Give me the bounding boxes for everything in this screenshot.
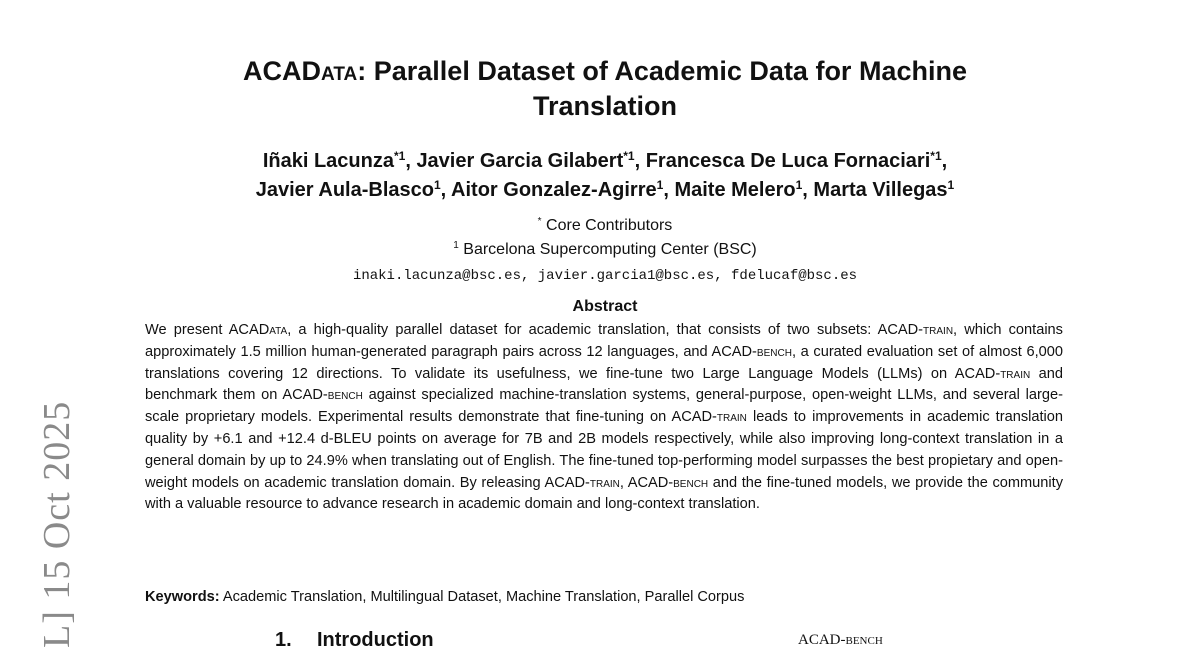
author-name: Francesca De Luca Fornaciari — [645, 150, 931, 172]
core-text: Core Contributors — [546, 217, 673, 234]
section-heading — [275, 626, 434, 654]
author-list: Iñaki Lacunza$^{*1}$, Javier Garcia Gilabert$^{*1}$, Francesca De Luca Fornaciari$^{*1}$, Javier Aula-Blasco$^1$, Aitor Gonzalez-Agirre$^1$, Maite Melero$^1$, Marta Villegas$^1$ — [255, 149, 955, 201]
abstract-smallcaps: bench — [673, 474, 709, 491]
keywords — [145, 587, 1063, 607]
author-name: Maite Melero — [674, 179, 796, 201]
abstract-heading: Abstract — [572, 298, 638, 315]
core-mark: * — [537, 216, 542, 227]
abstract-text: , a curated evaluation set of almost 6,000 translations covering 12 directions. To validate its usefulness, we fine-tune two Large Language Models (LLMs) on ACAD- — [145, 343, 1063, 382]
paper-title — [160, 54, 1050, 124]
author-mark: 1 — [947, 178, 955, 192]
abstract-smallcaps: bench — [327, 387, 363, 404]
bsc-text: Barcelona Supercomputing Center (BSC) — [463, 241, 757, 258]
abstract-text: , which contains approximately 1.5 million human-generated paragraph pairs across 12 languages, and ACAD- — [145, 322, 1063, 360]
title-name-smallcaps: ata — [321, 56, 358, 86]
section-number: 1. — [275, 629, 292, 651]
author-mark: 1 — [795, 178, 803, 192]
title-name: ACAD — [243, 56, 322, 86]
abstract-text: We present ACAD — [145, 322, 270, 338]
abstract-smallcaps: ata — [269, 322, 288, 338]
author-name: Iñaki Lacunza — [262, 150, 394, 172]
author-name: Aitor Gonzalez-Agirre — [451, 179, 657, 201]
author-name: Marta Villegas — [813, 179, 948, 201]
abstract-text: against specialized machine-translation systems, general-purpose, open-weight LLMs, and several large-scale proprietary models. Experimental results demonstrate that fine-tuning on ACAD- — [145, 387, 1063, 426]
author-mark: 1 — [656, 178, 664, 192]
fragment-main: ACAD- — [798, 632, 846, 648]
arxiv-stamp: L] 15 Oct 2025 — [36, 400, 78, 648]
abstract-text: and the fine-tuned models, we provide the community with a valuable resource to advance research in academic domain and long-context translation. — [145, 474, 1063, 513]
keywords-text: Academic Translation, Multilingual Dataset, Machine Translation, Parallel Corpus — [219, 589, 745, 605]
abstract-smallcaps: train — [589, 474, 620, 491]
abstract-text: , ACAD- — [619, 474, 674, 491]
abstract-text: leads to improvements in academic translation quality by +6.1 and +12.4 d-BLEU points on average for 7B and 2B models respectively, while also improving long-context translation in a general domain by up to 24.9% when translating out of English. The fine-tuned top-performing model surpasses the best propietary and open-weight models on academic translation domain. By releasing ACAD- — [145, 409, 1064, 491]
fragment-smallcaps: bench — [845, 632, 883, 648]
author-mark: *1 — [623, 149, 635, 163]
abstract-smallcaps: bench — [756, 343, 792, 360]
abstract-text: , a high-quality parallel dataset for academic translation, that consists of two subsets: ACAD- — [287, 322, 924, 338]
affiliation-bsc — [160, 240, 1050, 260]
right-column-fragment — [798, 630, 883, 650]
abstract-smallcaps: train — [1000, 365, 1031, 382]
keywords-label: Keywords: — [145, 589, 220, 605]
title-line2: Translation — [532, 91, 678, 121]
author-name: Javier Garcia Gilabert — [416, 150, 624, 172]
author-mark: 1 — [433, 178, 441, 192]
affiliation-core — [160, 216, 1050, 236]
author-emails: inaki.lacunza@bsc.es, javier.garcia1@bsc.es, fdelucaf@bsc.es — [352, 268, 858, 284]
bsc-mark: 1 — [453, 240, 459, 251]
abstract-text: and benchmark them on ACAD- — [145, 365, 1063, 404]
author-mark: *1 — [930, 149, 942, 163]
author-mark: *1 — [393, 149, 406, 163]
abstract-body — [145, 320, 1063, 516]
abstract-smallcaps: train — [716, 409, 747, 426]
section-title: Introduction — [317, 629, 434, 651]
title-line1-rest: : Parallel Dataset of Academic Data for Machine — [357, 56, 967, 86]
author-name: Javier Aula-Blasco — [255, 179, 434, 201]
abstract-smallcaps: train — [923, 322, 954, 338]
